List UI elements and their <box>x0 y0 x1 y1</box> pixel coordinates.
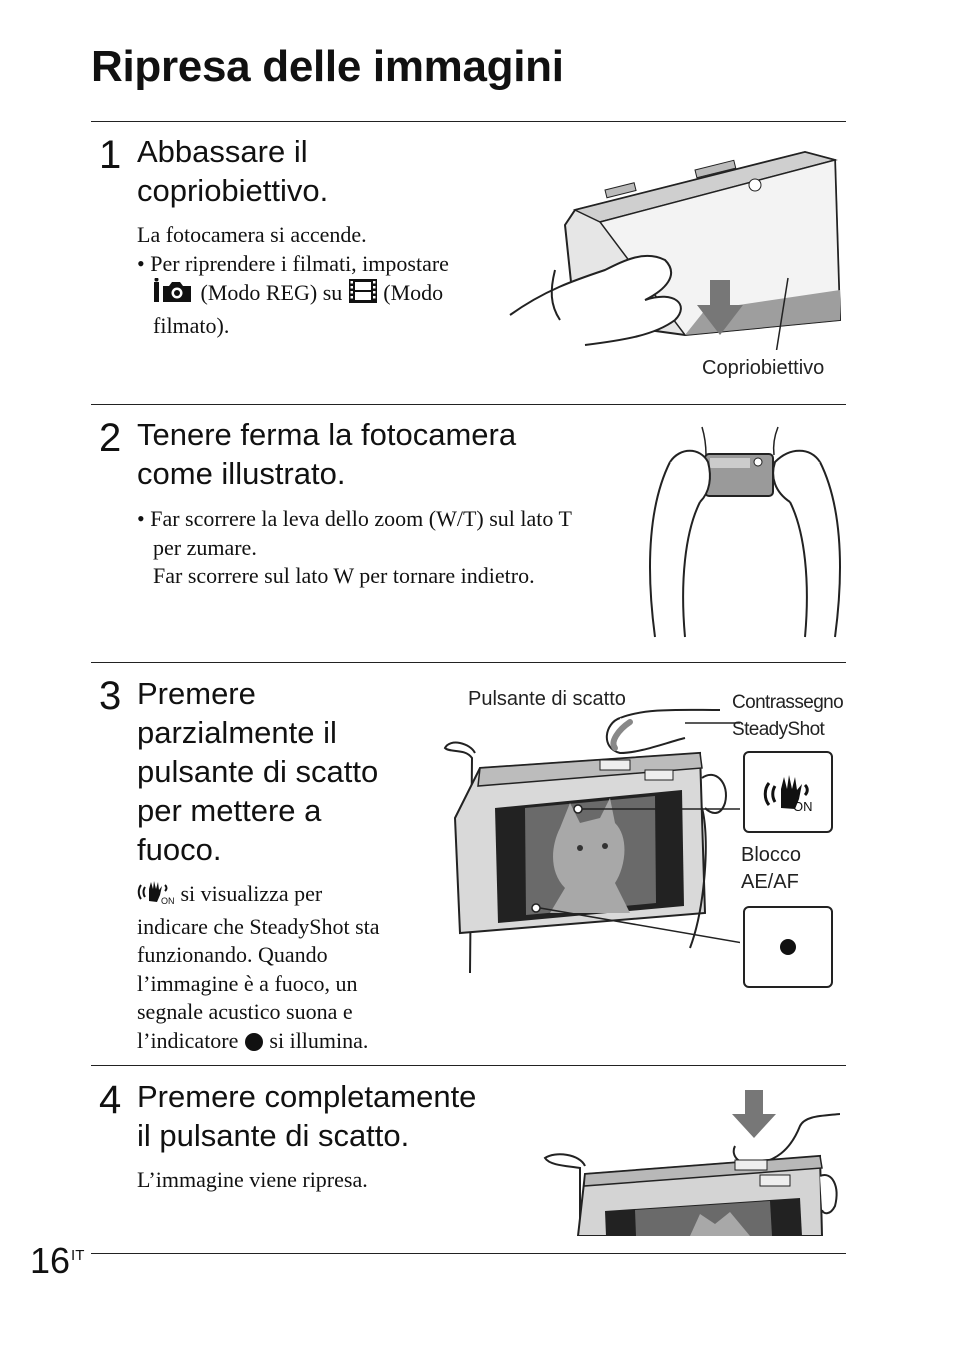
page-footer-rule <box>91 1253 846 1254</box>
full-press-camera-illustration <box>540 1086 840 1236</box>
section-divider <box>91 121 846 122</box>
ae-af-lock-label: Blocco AE/AF <box>741 844 802 893</box>
step-body: • Far scorrere la leva dello zoom (W/T) sul lato T per zumare. Far scorrere sul lato W per tornare indietro. <box>137 506 572 588</box>
svg-text:ON: ON <box>161 896 175 905</box>
steadyshot-indicator-box <box>743 751 833 833</box>
page-number: $16^{IT}$ <box>30 1240 85 1281</box>
holding-camera-illustration <box>640 422 850 642</box>
section-divider <box>91 404 846 405</box>
ae-af-lock-dot-icon <box>745 908 831 986</box>
step-heading: Premere parzialmente il pulsante di scatto per mettere a fuoco. <box>137 676 379 867</box>
half-press-camera-illustration <box>440 708 740 983</box>
step-number: 2 <box>99 416 122 460</box>
step-body: L’immagine viene ripresa. <box>137 1167 368 1192</box>
step-heading: Premere completamente il pulsante di scatto. <box>137 1079 477 1153</box>
step-heading: Abbassare il copriobiettivo. <box>137 134 329 208</box>
focus-indicator-dot-icon <box>244 1031 264 1060</box>
steadyshot-icon <box>745 753 831 831</box>
svg-text:ON: ON <box>793 799 813 814</box>
step-number: 1 <box>99 133 122 177</box>
camera-reg-mode-icon <box>153 278 195 312</box>
steadyshot-mark-label: Contrassegno SteadyShot <box>732 692 844 740</box>
ae-af-lock-indicator-box <box>743 906 833 988</box>
shutter-button-label: Pulsante di scatto <box>468 688 626 710</box>
step-heading: Tenere ferma la fotocamera come illustrato. <box>137 417 517 491</box>
page-title: Ripresa delle immagini <box>91 42 564 91</box>
movie-mode-icon <box>348 278 378 312</box>
step-body: ON si visualizza per indicare che SteadyShot sta funzionando. Quando l’immagine è a fuoco, un segnale acustico suona e l’indicatore si illumina. <box>137 879 427 1059</box>
section-divider <box>91 1065 846 1066</box>
camera-lens-cover-illustration <box>505 140 850 350</box>
step-number: 4 <box>99 1078 122 1122</box>
step-body: La fotocamera si accende. • Per riprendere i filmati, impostare (Modo REG) su (Modo filmato). <box>137 222 449 338</box>
section-divider <box>91 662 846 663</box>
lens-cover-label: Copriobiettivo <box>702 357 825 379</box>
step-number: 3 <box>99 674 122 718</box>
steadyshot-icon <box>137 879 175 913</box>
